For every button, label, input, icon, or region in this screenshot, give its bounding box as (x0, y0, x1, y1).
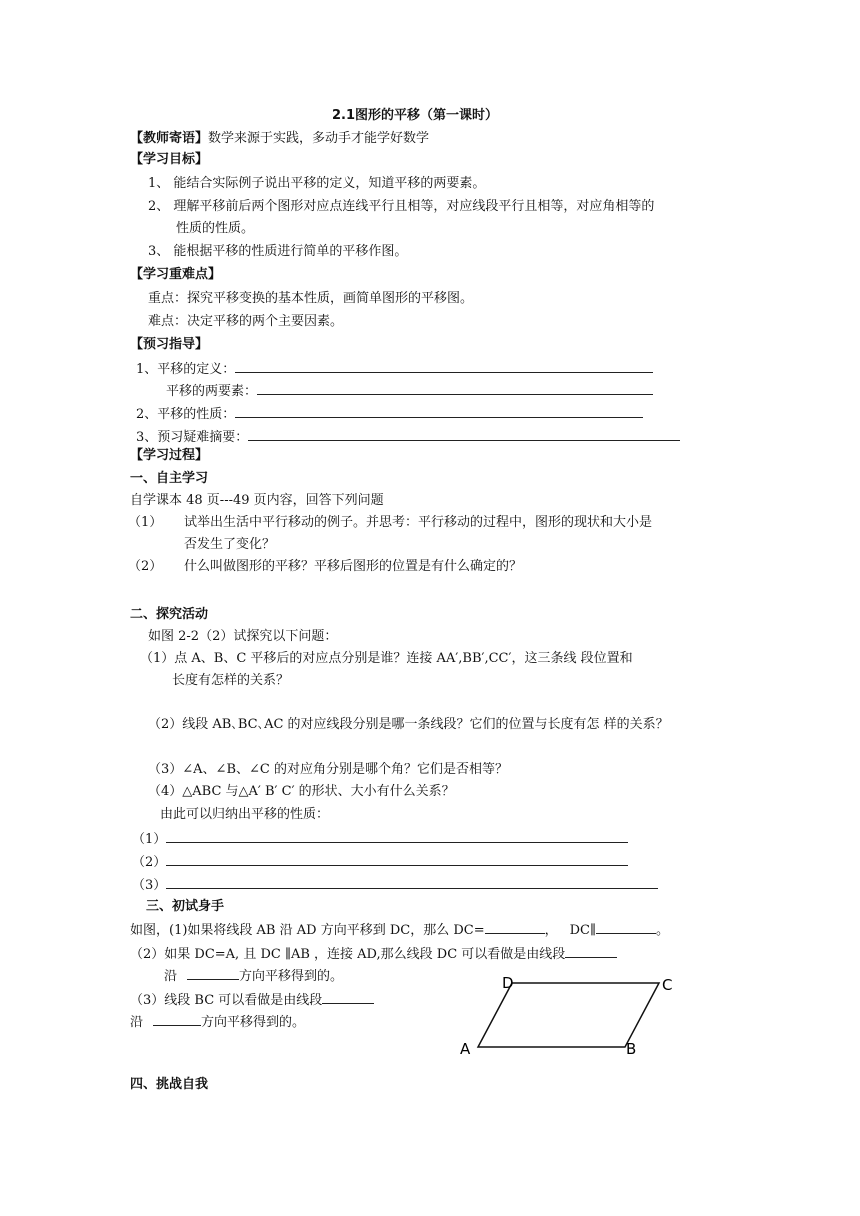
section3-q1-text: 如图，(1)如果将线段 AB 沿 AD 方向平移到 DC，那么 DC= (130, 923, 485, 938)
preview-q2-text: 2、平移的性质： (136, 407, 236, 422)
section1-q1-num: （1） (128, 515, 163, 530)
answer-blank[interactable] (596, 920, 656, 934)
teacher-message-text: 数学来源于实践，多动手才能学好数学 (208, 131, 430, 146)
property-num-1: （1） (132, 832, 167, 847)
vertex-label-a: A (460, 1040, 471, 1058)
section2-q2: （2）线段 AB､BC､AC 的对应线段分别是哪一条线段？它们的位置与长度有怎 样的关系？ (148, 717, 669, 732)
preview-q1 (136, 359, 653, 379)
section1-heading: 一、自主学习 (130, 471, 209, 486)
section1-q2-num: （2） (128, 559, 163, 574)
property-num-2: （2） (132, 855, 167, 870)
key-points-label: 【学习重难点】 (130, 267, 222, 282)
property-blank-2 (132, 852, 628, 872)
key-point-difficulty: 难点：决定平移的两个主要因素。 (148, 314, 344, 329)
property-num-3: （3） (132, 878, 167, 893)
comma: ， (544, 923, 558, 938)
teacher-message-label: 【教师寄语】 (130, 131, 209, 146)
answer-blank[interactable] (166, 829, 628, 843)
property-blank-1 (132, 829, 628, 849)
answer-blank[interactable] (187, 966, 239, 980)
direction-text: 方向平移得到的。 (201, 1015, 306, 1030)
goals-label: 【学习目标】 (130, 152, 209, 167)
section3-q1 (130, 920, 669, 940)
answer-blank[interactable] (257, 381, 653, 395)
goal-item-1: 1、 能结合实际例子说出平移的定义，知道平移的两要素。 (148, 176, 486, 191)
teacher-message (130, 130, 429, 148)
answer-blank[interactable] (235, 404, 643, 418)
vertex-label-d: D (502, 974, 514, 992)
section2-summary: 由此可以归纳出平移的性质： (160, 807, 330, 822)
section2-q3: （3）∠A、∠B、∠C 的对应角分别是哪个角？它们是否相等？ (148, 762, 508, 777)
answer-blank[interactable] (235, 359, 653, 373)
answer-blank[interactable] (166, 875, 658, 889)
vertex-label-c: C (662, 976, 673, 994)
parallelogram-figure (456, 968, 686, 1068)
preview-q3 (136, 427, 680, 447)
answer-blank[interactable] (153, 1012, 201, 1026)
section1-intro: 自学课本 48 页---49 页内容，回答下列问题 (130, 493, 384, 508)
process-label: 【学习过程】 (130, 448, 209, 463)
property-blank-3 (132, 875, 658, 895)
answer-blank[interactable] (248, 427, 680, 441)
section1-q1-line2: 否发生了变化？ (184, 537, 276, 552)
section2-intro: 如图 2-2（2）试探究以下问题： (148, 629, 338, 644)
along-text: 沿 (164, 969, 178, 984)
section2-q4: （4）△ABC 与△A′ B′ C′ 的形状、大小有什么关系？ (148, 784, 455, 799)
section4-heading: 四、挑战自我 (130, 1077, 209, 1092)
section2-q1-line1: （1）点 A、B、C 平移后的对应点分别是谁？连接 AA′,BB′,CC′，这三条线 段位置和 (140, 651, 633, 666)
page-title: 2.1图形的平移（第一课时） (332, 108, 499, 123)
section3-heading: 三、初试身手 (146, 899, 225, 914)
section2-heading: 二、探究活动 (130, 607, 209, 622)
section2-q1-line2: 长度有怎样的关系？ (172, 673, 290, 688)
period: 。 (655, 923, 669, 938)
section3-q2-cont (164, 966, 343, 986)
preview-label: 【预习指导】 (130, 337, 209, 352)
answer-blank[interactable] (166, 852, 628, 866)
preview-q2 (136, 404, 643, 424)
answer-blank[interactable] (485, 920, 545, 934)
vertex-label-b: B (626, 1040, 637, 1058)
goal-item-2-cont: 性质的性质。 (176, 221, 255, 236)
key-point-focus: 重点：探究平移变换的基本性质，画简单图形的平移图。 (148, 291, 474, 306)
parallelogram-shape (478, 983, 659, 1047)
answer-blank[interactable] (565, 944, 617, 958)
preview-q1b-text: 平移的两要素： (166, 384, 258, 399)
section3-q2 (130, 944, 617, 964)
goal-item-2: 2、 理解平移前后两个图形对应点连线平行且相等，对应线段平行且相等，对应角相等的 (148, 199, 655, 214)
section1-q1-line1: 试举出生活中平行移动的例子。并思考：平行移动的过程中，图形的现状和大小是 (184, 515, 653, 530)
section1-q2-text: 什么叫做图形的平移？平移后图形的位置是有什么确定的？ (184, 559, 523, 574)
along-text: 沿 (130, 1015, 144, 1030)
section3-q3-cont (130, 1012, 305, 1032)
goal-item-3: 3、 能根据平移的性质进行简单的平移作图。 (148, 244, 408, 259)
section3-q3-text: （3）线段 BC 可以看做是由线段 (130, 993, 323, 1008)
preview-q1b (166, 381, 653, 401)
section3-q3 (130, 990, 374, 1010)
answer-blank[interactable] (322, 990, 374, 1004)
preview-q3-text: 3、预习疑难摘要： (136, 430, 249, 445)
direction-text: 方向平移得到的。 (239, 969, 344, 984)
preview-q1-text: 1、平移的定义： (136, 362, 236, 377)
parallel-text: DC∥ (569, 923, 596, 938)
section3-q2-text: （2）如果 DC=A, 且 DC ∥AB ，连接 AD,那么线段 DC 可以看做是由线段 (130, 947, 566, 962)
